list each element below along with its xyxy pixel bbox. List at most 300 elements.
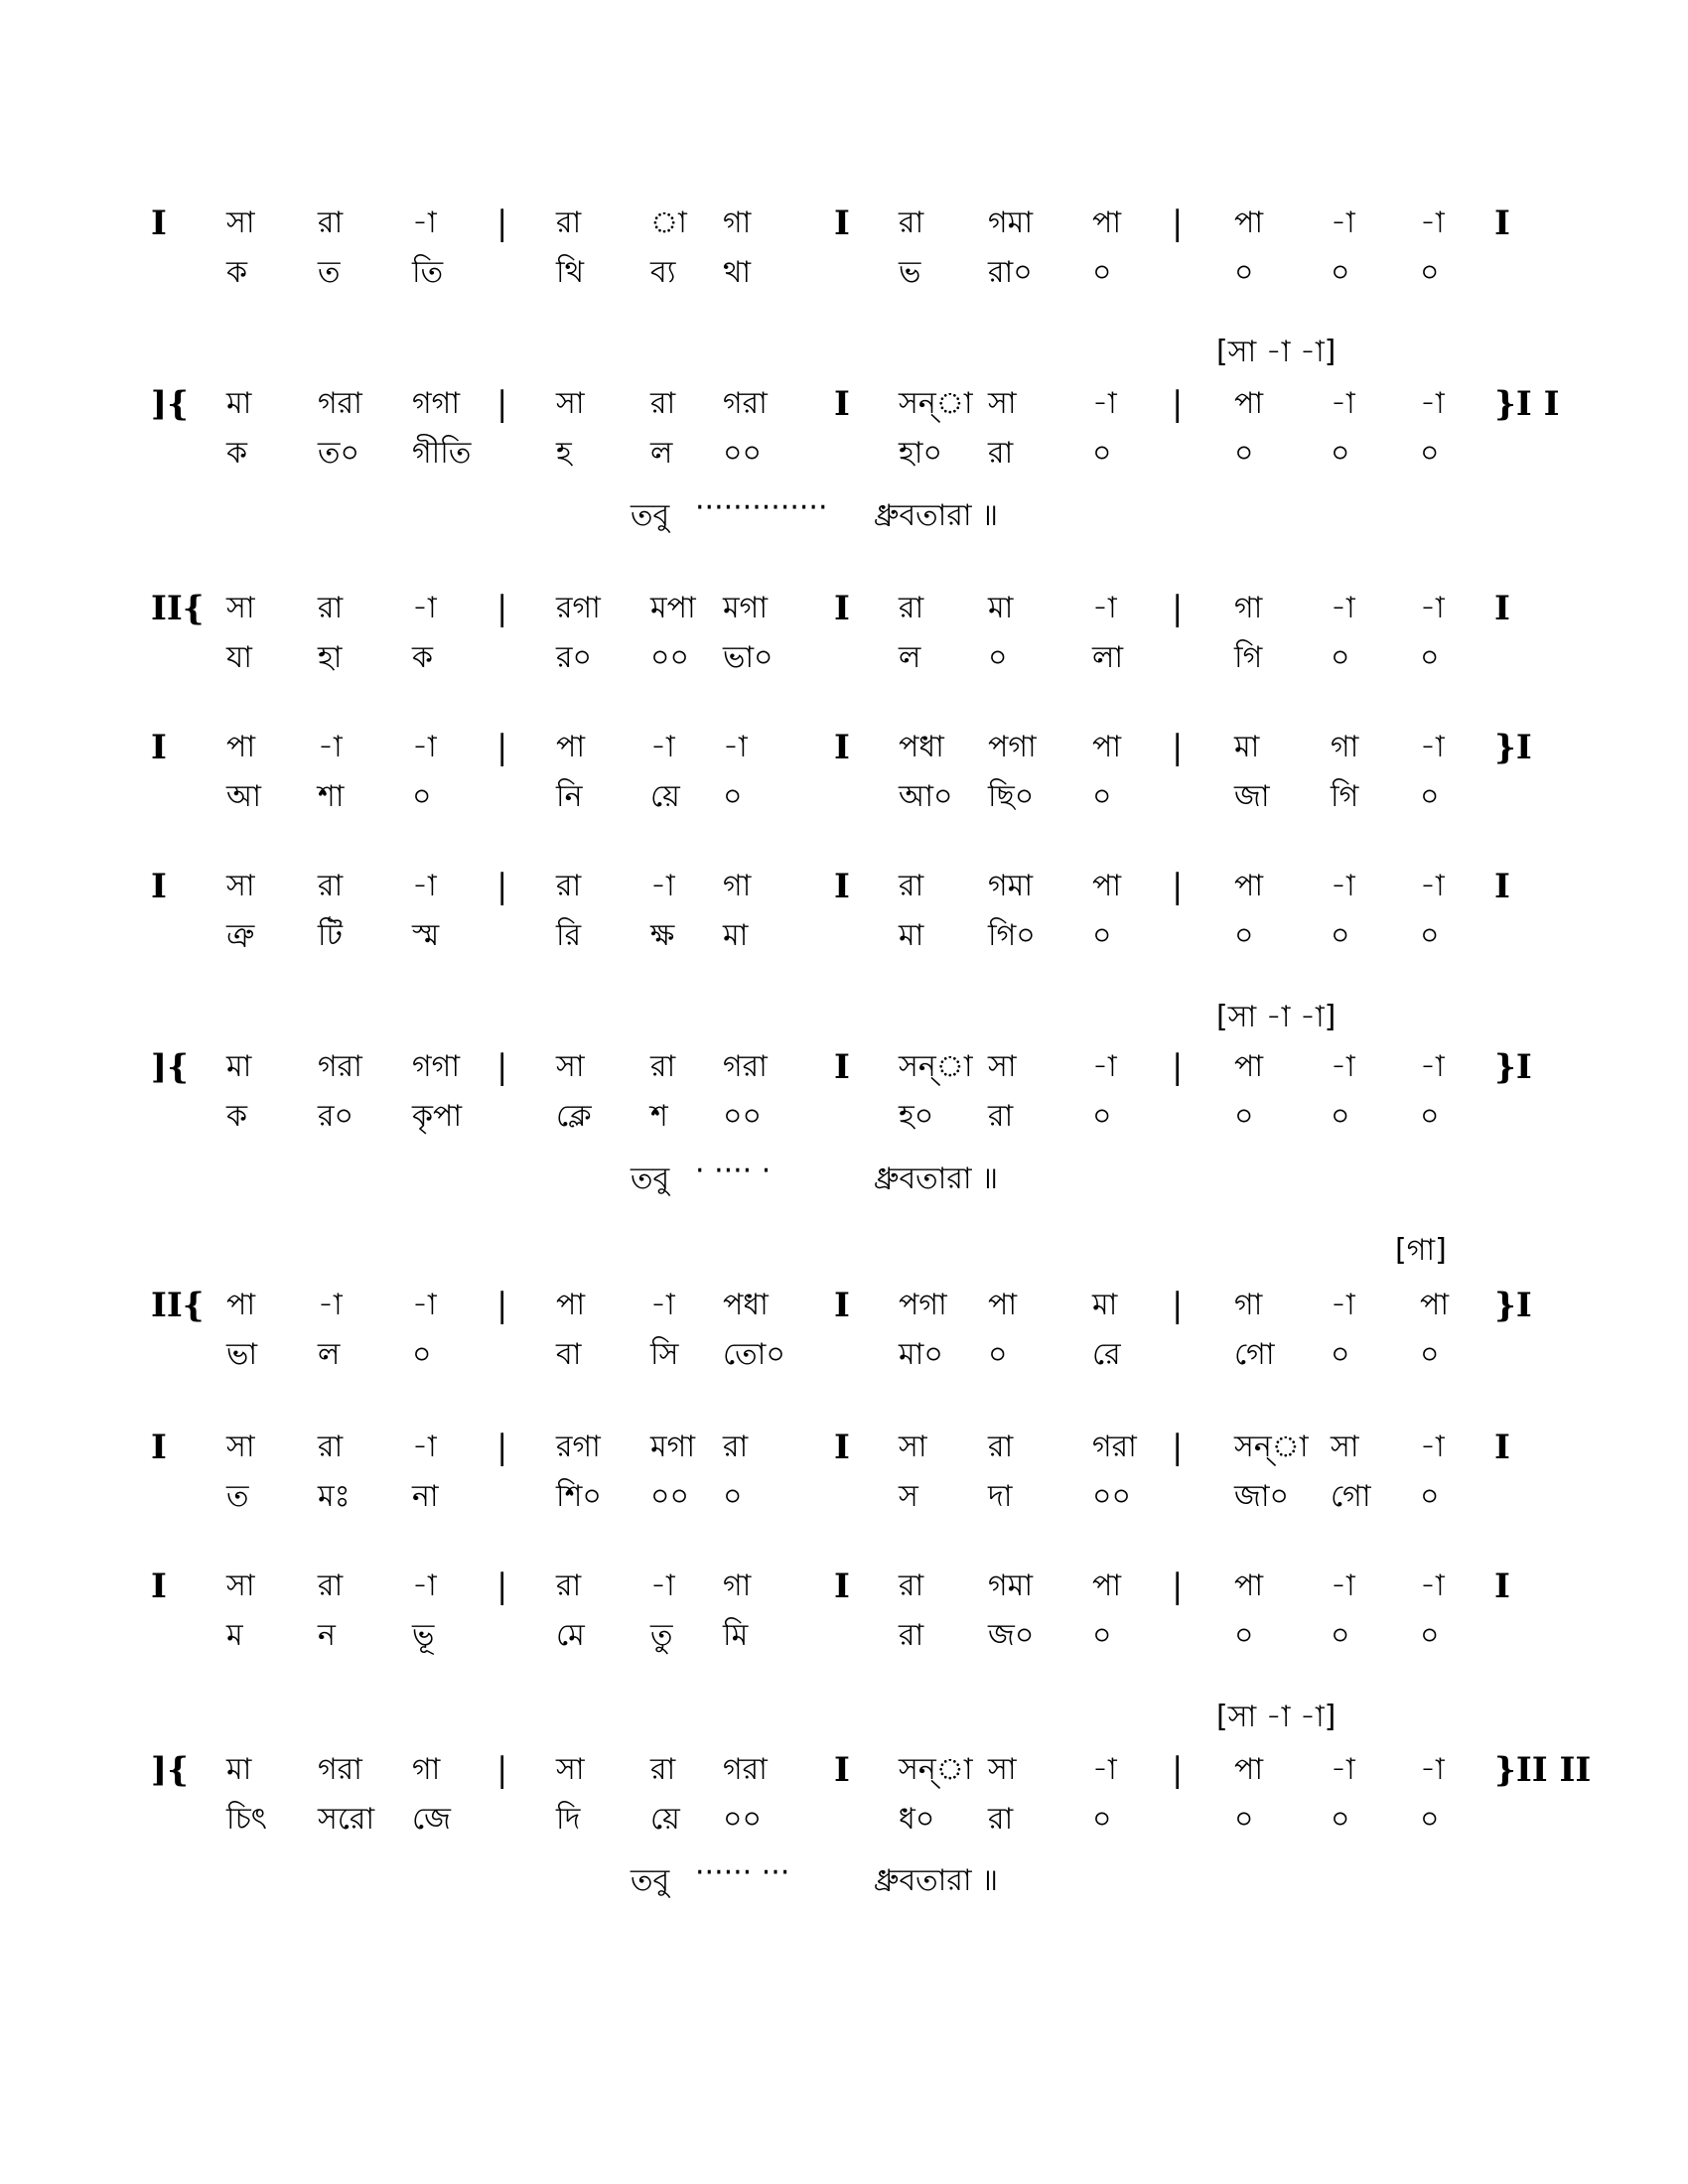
lyric-syllable: ত xyxy=(226,1479,249,1514)
lyric-syllable: লা xyxy=(1092,640,1124,675)
beat-divider: | xyxy=(1172,1750,1184,1790)
swara-note: রা xyxy=(899,205,924,240)
lyric-syllable: ক xyxy=(226,436,247,471)
refrain-end: ধ্রুবতারা ॥ xyxy=(874,1161,999,1196)
swara-note: সা xyxy=(556,386,585,421)
lyric-syllable: থি xyxy=(556,255,585,290)
lyric-syllable: সি xyxy=(650,1337,679,1372)
lyric-syllable: ০ xyxy=(1331,1099,1350,1134)
beat-divider: | xyxy=(1172,1428,1184,1467)
swara-note: মা xyxy=(226,1049,252,1084)
end-barline: I xyxy=(1494,589,1510,628)
beat-divider: | xyxy=(496,1428,508,1467)
lyric-syllable: ০ xyxy=(1234,918,1254,953)
end-barline: }II II xyxy=(1494,1750,1592,1790)
lyric-syllable: ০ xyxy=(1331,1618,1350,1653)
beat-divider: I xyxy=(834,1750,850,1790)
swara-note: পা xyxy=(556,1288,586,1322)
lyric-syllable: ০ xyxy=(1092,1618,1112,1653)
lyric-syllable: হা xyxy=(318,640,343,675)
lyric-syllable: জে xyxy=(412,1802,452,1837)
beat-divider: I xyxy=(834,384,850,424)
swara-note: গা xyxy=(1234,1288,1263,1322)
swara-note: গগা xyxy=(412,386,461,421)
lyric-syllable: না xyxy=(412,1479,439,1514)
lyric-syllable: গি xyxy=(1234,640,1263,675)
lyric-syllable: ভা০ xyxy=(723,640,774,675)
refrain-start: তবু xyxy=(631,498,670,533)
lyric-syllable: শি০ xyxy=(556,1479,602,1514)
swara-note: গা xyxy=(1234,591,1263,625)
beat-divider: | xyxy=(1172,384,1184,424)
start-barline: I xyxy=(151,728,167,767)
swara-note: -া xyxy=(650,1288,675,1322)
swara-note: -া xyxy=(650,1569,675,1603)
swara-note: পা xyxy=(1092,869,1122,903)
swara-note: পা xyxy=(1092,205,1122,240)
lyric-syllable: ০ xyxy=(723,779,743,814)
swara-note: -া xyxy=(723,730,748,764)
swara-note: -া xyxy=(1420,591,1445,625)
swara-note: রা xyxy=(318,1569,344,1603)
swara-note: সা xyxy=(226,591,255,625)
lyric-syllable: র০ xyxy=(318,1099,354,1134)
lyric-syllable: হ০ xyxy=(899,1099,934,1134)
swara-note: গরা xyxy=(318,1049,362,1084)
swara-note: গরা xyxy=(1092,1430,1137,1464)
lyric-syllable: রা০ xyxy=(988,255,1033,290)
lyric-syllable: ক্ষ xyxy=(650,918,675,953)
swara-note: গা xyxy=(723,205,752,240)
refrain-end: ধ্রুবতারা ॥ xyxy=(874,498,999,533)
lyric-syllable: মা০ xyxy=(899,1337,943,1372)
beat-divider: | xyxy=(1172,1286,1184,1325)
swara-note: গা xyxy=(1331,730,1359,764)
swara-note: -া xyxy=(650,869,675,903)
lyric-syllable: ০ xyxy=(723,1479,743,1514)
lyric-syllable: তু xyxy=(650,1618,673,1653)
swara-note: পা xyxy=(1234,1569,1264,1603)
swara-note: সা xyxy=(988,386,1017,421)
end-barline: }I xyxy=(1494,1286,1532,1325)
lyric-syllable: ত০ xyxy=(318,436,360,471)
end-barline: }I xyxy=(1494,728,1532,767)
swara-note: -া xyxy=(1331,386,1355,421)
swara-note: পা xyxy=(1420,1288,1450,1322)
lyric-syllable: ০ xyxy=(1331,640,1350,675)
refrain-start: তবু xyxy=(631,1863,670,1898)
lyric-syllable: জা০ xyxy=(1234,1479,1290,1514)
lyric-syllable: ক xyxy=(226,1099,247,1134)
swara-note: রা xyxy=(650,1752,676,1787)
swara-note: রা xyxy=(556,1569,582,1603)
lyric-syllable: ০ xyxy=(1420,779,1440,814)
beat-divider: I xyxy=(834,1428,850,1467)
swara-note: পা xyxy=(1234,386,1264,421)
lyric-syllable: ০০ xyxy=(650,640,690,675)
start-barline: ]{ xyxy=(151,384,189,424)
lyric-syllable: রে xyxy=(1092,1337,1121,1372)
lyric-syllable: রা xyxy=(988,1099,1014,1134)
lyric-syllable: ল xyxy=(899,640,921,675)
lyric-syllable: ল xyxy=(318,1337,341,1372)
swara-note: রা xyxy=(318,869,344,903)
lyric-syllable: মা xyxy=(723,918,749,953)
refrain-dots: ·············· xyxy=(695,490,828,525)
lyric-syllable: ০ xyxy=(412,779,432,814)
swara-note: -া xyxy=(412,1569,437,1603)
swara-note: সা xyxy=(988,1049,1017,1084)
swara-note: রা xyxy=(988,1430,1014,1464)
swara-note: -া xyxy=(1331,869,1355,903)
lyric-syllable: দি xyxy=(556,1802,581,1837)
lyric-syllable: গো xyxy=(1234,1337,1275,1372)
lyric-syllable: মা xyxy=(899,918,924,953)
start-barline: II{ xyxy=(151,1286,205,1325)
lyric-syllable: শ xyxy=(650,1099,668,1134)
swara-note: পা xyxy=(226,730,256,764)
lyric-syllable: ধ০ xyxy=(899,1802,935,1837)
lyric-syllable: ০ xyxy=(1234,1802,1254,1837)
swara-note: পধা xyxy=(723,1288,769,1322)
swara-note: -া xyxy=(1420,1569,1445,1603)
lyric-syllable: টি xyxy=(318,918,343,953)
beat-divider: | xyxy=(496,867,508,906)
beat-divider: | xyxy=(1172,728,1184,767)
swara-note: -া xyxy=(318,1288,343,1322)
lyric-syllable: ০ xyxy=(1234,436,1254,471)
beat-divider: | xyxy=(496,204,508,243)
lyric-syllable: নি xyxy=(556,779,583,814)
swara-note: গরা xyxy=(318,386,362,421)
lyric-syllable: মি xyxy=(723,1618,749,1653)
swara-note: মা xyxy=(226,1752,252,1787)
swara-note: পা xyxy=(1234,869,1264,903)
lyric-syllable: ০ xyxy=(1092,918,1112,953)
end-barline: I xyxy=(1494,867,1510,906)
swara-note: গগা xyxy=(412,1049,461,1084)
beat-divider: | xyxy=(496,728,508,767)
lyric-syllable: ০ xyxy=(988,640,1008,675)
lyric-syllable: ০ xyxy=(1331,255,1350,290)
swara-note: -া xyxy=(412,205,437,240)
lyric-syllable: য়ে xyxy=(650,779,680,814)
lyric-syllable: স্ম xyxy=(412,918,440,953)
lyric-syllable: ভা xyxy=(226,1337,258,1372)
beat-divider: | xyxy=(1172,1047,1184,1087)
lyric-syllable: ০ xyxy=(1420,1618,1440,1653)
lyric-syllable: তি xyxy=(412,255,444,290)
swara-note: রগা xyxy=(556,591,601,625)
refrain-dots: · ···· · xyxy=(695,1154,772,1188)
lyric-syllable: গি০ xyxy=(988,918,1036,953)
swara-note: পগা xyxy=(899,1288,947,1322)
end-barline: I xyxy=(1494,1428,1510,1467)
swara-note: -া xyxy=(412,591,437,625)
beat-divider: | xyxy=(496,1750,508,1790)
start-barline: II{ xyxy=(151,589,205,628)
swara-note: পা xyxy=(1092,1569,1122,1603)
swara-note: রা xyxy=(650,1049,676,1084)
swara-note: রা xyxy=(556,869,582,903)
swara-note: রা xyxy=(899,1569,924,1603)
beat-divider: | xyxy=(1172,867,1184,906)
lyric-syllable: তো০ xyxy=(723,1337,785,1372)
beat-divider: I xyxy=(834,1286,850,1325)
refrain-start: তবু xyxy=(631,1161,670,1196)
beat-divider: | xyxy=(1172,589,1184,628)
lyric-syllable: ০ xyxy=(1420,918,1440,953)
swara-note: সন্‌া xyxy=(899,1752,973,1787)
swara-note: -া xyxy=(1092,591,1117,625)
swara-note: সা xyxy=(226,1430,255,1464)
beat-divider: I xyxy=(834,728,850,767)
lyric-syllable: রা xyxy=(988,436,1014,471)
start-barline: I xyxy=(151,204,167,243)
swara-note: -া xyxy=(1092,386,1117,421)
lyric-syllable: ক xyxy=(412,640,433,675)
swara-note: পা xyxy=(1234,1049,1264,1084)
lyric-syllable: ০০ xyxy=(723,1099,763,1134)
lyric-syllable: ব্য xyxy=(650,255,676,290)
swara-note: সা xyxy=(899,1430,927,1464)
swara-note: পা xyxy=(556,730,586,764)
swara-note: -া xyxy=(1331,1569,1355,1603)
beat-divider: | xyxy=(496,384,508,424)
lyric-syllable: ভ xyxy=(899,255,921,290)
lyric-syllable: ০ xyxy=(1420,1337,1440,1372)
swara-note: গমা xyxy=(988,205,1034,240)
beat-divider: I xyxy=(834,589,850,628)
lyric-syllable: ০ xyxy=(1420,436,1440,471)
lyric-syllable: ০০ xyxy=(1092,1479,1132,1514)
lyric-syllable: স xyxy=(899,1479,918,1514)
lyric-syllable: ক্লে xyxy=(556,1099,592,1134)
swara-note: -া xyxy=(1420,386,1445,421)
swara-note: -া xyxy=(1092,1752,1117,1787)
swara-note: মা xyxy=(1234,730,1260,764)
swara-note: -া xyxy=(1420,730,1445,764)
swara-note: -া xyxy=(1420,205,1445,240)
lyric-syllable: ০ xyxy=(1234,255,1254,290)
lyric-syllable: জা xyxy=(1234,779,1270,814)
swara-note: গরা xyxy=(723,386,768,421)
lyric-syllable: ক xyxy=(226,255,247,290)
swara-note: পধা xyxy=(899,730,944,764)
swara-note: গরা xyxy=(723,1049,768,1084)
swara-note: গা xyxy=(723,1569,752,1603)
swara-note: রা xyxy=(318,205,344,240)
swara-note: -া xyxy=(412,869,437,903)
swara-note: -া xyxy=(1420,869,1445,903)
swara-note: গরা xyxy=(723,1752,768,1787)
beat-divider: I xyxy=(834,1047,850,1087)
lyric-syllable: ০ xyxy=(1420,1802,1440,1837)
lyric-syllable: ০ xyxy=(1092,779,1112,814)
lyric-syllable: শা xyxy=(318,779,345,814)
swara-note: সন্‌া xyxy=(899,1049,973,1084)
swara-note: সা xyxy=(226,869,255,903)
alternate-ending: [সা -া -া] xyxy=(1216,1700,1336,1734)
swara-note: রা xyxy=(318,591,344,625)
end-barline: I xyxy=(1494,1567,1510,1606)
alternate-ending: [গা] xyxy=(1395,1233,1447,1268)
swara-note: পগা xyxy=(988,730,1037,764)
swara-note: -া xyxy=(318,730,343,764)
lyric-syllable: ০ xyxy=(1092,1802,1112,1837)
swara-note: গমা xyxy=(988,869,1034,903)
lyric-syllable: ০০ xyxy=(723,436,763,471)
swara-note: সন্‌া xyxy=(899,386,973,421)
swara-note: -া xyxy=(1420,1049,1445,1084)
lyric-syllable: ০০ xyxy=(723,1802,763,1837)
lyric-syllable: ০ xyxy=(1420,1099,1440,1134)
swara-note: -া xyxy=(1331,1049,1355,1084)
lyric-syllable: রা xyxy=(988,1802,1014,1837)
start-barline: ]{ xyxy=(151,1047,189,1087)
swara-note: সন্‌া xyxy=(1234,1430,1309,1464)
start-barline: I xyxy=(151,867,167,906)
swara-note: সা xyxy=(226,205,255,240)
lyric-syllable: ০ xyxy=(988,1337,1008,1372)
lyric-syllable: থা xyxy=(723,255,752,290)
swara-note: রা xyxy=(899,591,924,625)
alternate-ending: [সা -া -া] xyxy=(1216,335,1336,369)
beat-divider: | xyxy=(496,1567,508,1606)
lyric-syllable: হ xyxy=(556,436,572,471)
lyric-syllable: গি xyxy=(1331,779,1359,814)
swara-note: -া xyxy=(412,1288,437,1322)
lyric-syllable: ভূ xyxy=(412,1618,435,1653)
lyric-syllable: জ০ xyxy=(988,1618,1035,1653)
refrain-end: ধ্রুবতারা ॥ xyxy=(874,1863,999,1898)
swara-note: -া xyxy=(1331,1288,1355,1322)
swara-note: গমা xyxy=(988,1569,1034,1603)
lyric-syllable: আ০ xyxy=(899,779,953,814)
lyric-syllable: ০০ xyxy=(650,1479,690,1514)
lyric-syllable: ০ xyxy=(1420,640,1440,675)
end-barline: I xyxy=(1494,204,1510,243)
beat-divider: I xyxy=(834,204,850,243)
lyric-syllable: ০ xyxy=(1420,1479,1440,1514)
swara-note: া xyxy=(650,205,687,240)
lyric-syllable: ০ xyxy=(1331,918,1350,953)
lyric-syllable: ০ xyxy=(1331,436,1350,471)
lyric-syllable: গীতি xyxy=(412,436,472,471)
swara-note: পা xyxy=(1234,1752,1264,1787)
lyric-syllable: য়ে xyxy=(650,1802,680,1837)
swara-note: -া xyxy=(412,730,437,764)
lyric-syllable: মঃ xyxy=(318,1479,351,1514)
lyric-syllable: রা xyxy=(899,1618,924,1653)
lyric-syllable: গো xyxy=(1331,1479,1371,1514)
swara-note: গা xyxy=(412,1752,441,1787)
lyric-syllable: ০ xyxy=(1234,1099,1254,1134)
lyric-syllable: চিৎ xyxy=(226,1802,267,1837)
lyric-syllable: সরো xyxy=(318,1802,375,1837)
lyric-syllable: ০ xyxy=(1331,1802,1350,1837)
swara-note: মগা xyxy=(723,591,769,625)
start-barline: I xyxy=(151,1428,167,1467)
end-barline: }I xyxy=(1494,1047,1532,1087)
swara-note: সা xyxy=(988,1752,1017,1787)
lyric-syllable: ০ xyxy=(1092,436,1112,471)
swara-note: মা xyxy=(988,591,1014,625)
lyric-syllable: আ xyxy=(226,779,261,814)
swara-note: সা xyxy=(556,1049,585,1084)
swara-note: মগা xyxy=(650,1430,696,1464)
lyric-syllable: কৃপা xyxy=(412,1099,463,1134)
swara-note: -া xyxy=(1092,1049,1117,1084)
swara-note: পা xyxy=(1092,730,1122,764)
beat-divider: I xyxy=(834,1567,850,1606)
lyric-syllable: ল xyxy=(650,436,673,471)
lyric-syllable: ত্রু xyxy=(226,918,255,953)
start-barline: ]{ xyxy=(151,1750,189,1790)
swara-note: সা xyxy=(556,1752,585,1787)
lyric-syllable: ০ xyxy=(1092,1099,1112,1134)
end-barline: }I I xyxy=(1494,384,1560,424)
swara-note: পা xyxy=(988,1288,1018,1322)
swara-note: গা xyxy=(723,869,752,903)
swara-note: সা xyxy=(226,1569,255,1603)
swara-note: গরা xyxy=(318,1752,362,1787)
lyric-syllable: ০ xyxy=(412,1337,432,1372)
swara-note: -া xyxy=(1331,1752,1355,1787)
beat-divider: | xyxy=(496,589,508,628)
beat-divider: | xyxy=(1172,1567,1184,1606)
lyric-syllable: ০ xyxy=(1234,1618,1254,1653)
swara-note: সা xyxy=(1331,1430,1359,1464)
alternate-ending: [সা -া -া] xyxy=(1216,1000,1336,1034)
swara-note: রা xyxy=(723,1430,749,1464)
swara-note: রা xyxy=(318,1430,344,1464)
swara-note: -া xyxy=(1331,205,1355,240)
swara-note: -া xyxy=(1420,1430,1445,1464)
lyric-syllable: হা০ xyxy=(899,436,942,471)
swara-note: রা xyxy=(650,386,676,421)
swara-note: -া xyxy=(412,1430,437,1464)
beat-divider: | xyxy=(496,1286,508,1325)
swara-note: মা xyxy=(1092,1288,1118,1322)
lyric-syllable: ০ xyxy=(1331,1337,1350,1372)
swara-note: রা xyxy=(899,869,924,903)
lyric-syllable: মে xyxy=(556,1618,585,1653)
lyric-syllable: রি xyxy=(556,918,582,953)
swara-note: মপা xyxy=(650,591,696,625)
start-barline: I xyxy=(151,1567,167,1606)
lyric-syllable: ০ xyxy=(1092,255,1112,290)
beat-divider: | xyxy=(496,1047,508,1087)
swara-note: পা xyxy=(226,1288,256,1322)
lyric-syllable: দা xyxy=(988,1479,1013,1514)
beat-divider: | xyxy=(1172,204,1184,243)
lyric-syllable: যা xyxy=(226,640,252,675)
lyric-syllable: ন xyxy=(318,1618,336,1653)
lyric-syllable: ছি০ xyxy=(988,779,1035,814)
swara-note: -া xyxy=(1331,591,1355,625)
lyric-syllable: র০ xyxy=(556,640,593,675)
swara-note: পা xyxy=(1234,205,1264,240)
lyric-syllable: ম xyxy=(226,1618,243,1653)
swara-note: রগা xyxy=(556,1430,601,1464)
swara-note: রা xyxy=(556,205,582,240)
swara-note: -া xyxy=(650,730,675,764)
swara-note: -া xyxy=(1420,1752,1445,1787)
beat-divider: I xyxy=(834,867,850,906)
refrain-dots: ······ ··· xyxy=(695,1855,790,1890)
swara-note: মা xyxy=(226,386,252,421)
